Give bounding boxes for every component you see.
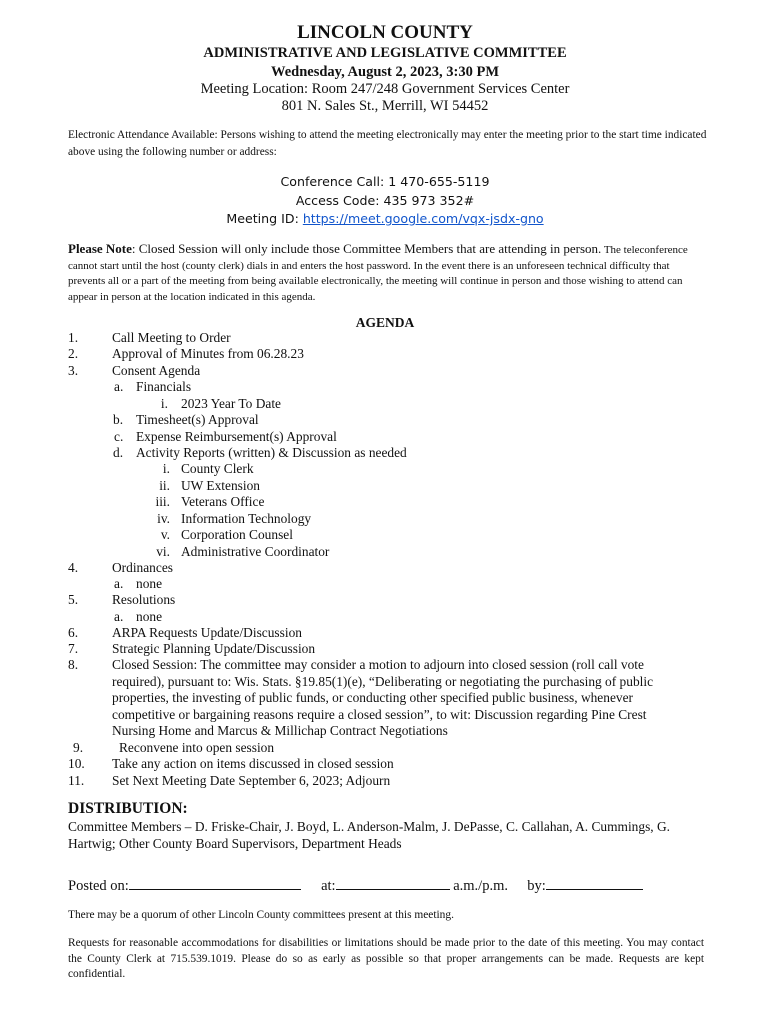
sub-marker: a. (114, 379, 124, 394)
quorum-notice: There may be a quorum of other Lincoln County committees present at this meeting. (68, 909, 454, 921)
sub-item-timesheets: Timesheet(s) Approval (136, 412, 259, 427)
access-code: Access Code: 435 973 352# (295, 193, 475, 208)
agenda-item-number: 5. (68, 592, 79, 607)
sub-marker: c. (114, 429, 124, 444)
agenda-item-number: 1. (68, 330, 79, 345)
sub-item-activity-reports: Activity Reports (written) & Discussion as needed (136, 445, 407, 460)
agenda-item-ordinances: Ordinances (112, 560, 173, 575)
report-county-clerk: County Clerk (181, 461, 254, 476)
meeting-id-line (0, 211, 770, 226)
posted-by-blank (546, 875, 643, 890)
meeting-datetime: Wednesday, August 2, 2023, 3:30 PM (271, 64, 499, 80)
agenda-item-reconvene: Reconvene into open session (119, 740, 275, 755)
report-veterans-office: Veterans Office (181, 494, 265, 509)
posted-time-blank (336, 875, 450, 890)
agenda-item-number: 3. (68, 363, 79, 378)
roman-marker: i. (160, 396, 168, 411)
agenda-item-take-action: Take any action on items discussed in closed session (112, 756, 394, 771)
agenda-item-number: 9. (73, 740, 84, 755)
agenda-item-number: 8. (68, 657, 79, 672)
note-lead: : Closed Session will only include those Committee Members that are attending in person. (131, 241, 602, 256)
agenda-item-number: 11. (68, 773, 85, 788)
meeting-id-label: Meeting ID: (226, 211, 303, 226)
agenda-item-number: 4. (68, 560, 79, 575)
report-information-technology: Information Technology (181, 511, 312, 526)
roman-marker: i. (162, 461, 170, 476)
posted-date-blank (129, 875, 301, 890)
agenda-item-strategic-planning: Strategic Planning Update/Discussion (112, 641, 316, 656)
agenda-item-arpa-requests: ARPA Requests Update/Discussion (112, 625, 302, 640)
roman-marker: v. (160, 527, 170, 542)
roman-marker: iii. (155, 494, 170, 509)
agenda-item-next-meeting: Set Next Meeting Date September 6, 2023; Adjourn (112, 773, 391, 788)
ampm-label: a.m./p.m. (453, 878, 508, 894)
meeting-location: Meeting Location: Room 247/248 Government Services Center (200, 81, 570, 97)
posted-line (68, 875, 708, 895)
meeting-link[interactable]: https://meet.google.com/vqx-jsdx-gno (302, 211, 544, 226)
sub-marker: a. (114, 576, 124, 591)
accommodation-requests-notice: Requests for reasonable accommodations for disabilities or limitations should be made prior to the date of this meeting. You may contact the County Clerk at 715.539.1019. Please do so as early as possible so that proper arrangements can be made. Requests are kept confidential. (68, 937, 704, 980)
sub-item-year-to-date: 2023 Year To Date (181, 396, 281, 411)
agenda-item-closed-session: Closed Session: The committee may consider a motion to adjourn into closed session (roll call vote required), pursuant to: Wis. Stats. §19.85(1)(e), “Deliberating or negotiating the purchasing of public properties, the investing of public funds, or conducting other specified public business, whenever competitive or bargaining reasons require a closed session”, to wit: Discussion regarding Pine Crest Nursing Home and Marcus & Millichap Contract Negotiations (112, 657, 654, 738)
sub-item-expense-reimbursements: Expense Reimbursement(s) Approval (136, 429, 337, 444)
meeting-address: 801 N. Sales St., Merrill, WI 54452 (281, 98, 489, 114)
sub-marker: b. (113, 412, 124, 427)
agenda-item-resolutions: Resolutions (112, 592, 176, 607)
distribution-heading: DISTRIBUTION: (68, 800, 188, 817)
sub-marker: a. (114, 609, 124, 624)
report-uw-extension: UW Extension (181, 478, 260, 493)
please-note (68, 241, 708, 305)
conference-call-number: Conference Call: 1 470-655-5119 (280, 174, 490, 189)
roman-marker: vi. (156, 544, 170, 559)
roman-marker: ii. (159, 478, 170, 493)
posted-by-label: by: (527, 878, 546, 894)
agenda-item-number: 7. (68, 641, 79, 656)
report-corporation-counsel: Corporation Counsel (181, 527, 293, 542)
agenda-item-approval-of-minutes: Approval of Minutes from 06.28.23 (112, 346, 304, 361)
posted-on-label: Posted on: (68, 878, 129, 894)
agenda-item-number: 10. (68, 756, 85, 771)
agenda-item-call-to-order: Call Meeting to Order (112, 330, 231, 345)
sub-item-financials: Financials (136, 379, 192, 394)
electronic-attendance-notice: Electronic Attendance Available: Persons wishing to attend the meeting electronically may enter the meeting prior to the start time indicated above using the following number or address: (68, 129, 707, 158)
note-label: Please Note (68, 241, 132, 256)
agenda-item-number: 2. (68, 346, 79, 361)
roman-marker: iv. (157, 511, 170, 526)
report-administrative-coordinator: Administrative Coordinator (181, 544, 330, 559)
sub-item-none: none (136, 576, 163, 591)
note-rest: The teleconference cannot start until the host (county clerk) dials in and enters the host password. In the event there is an unforeseen technical difficulty that prevents all or a part of the meeting from being available electronically, the meeting will continue in person and those wishing to attend can appear in person at the location indicated in this agenda. (68, 244, 688, 303)
distribution-list: Committee Members – D. Friske-Chair, J. Boyd, L. Anderson-Malm, J. DePasse, C. Callahan, A. Cummings, G. Hartwig; Other County Board Supervisors, Department Heads (68, 819, 670, 851)
committee-name: ADMINISTRATIVE AND LEGISLATIVE COMMITTEE (203, 45, 567, 61)
agenda-item-number: 6. (68, 625, 79, 640)
agenda-item-consent-agenda: Consent Agenda (112, 363, 201, 378)
county-title: LINCOLN COUNTY (297, 22, 473, 43)
sub-marker: d. (113, 445, 124, 460)
posted-at-label: at: (321, 878, 336, 894)
sub-item-none: none (136, 609, 163, 624)
agenda-heading: AGENDA (355, 315, 415, 330)
